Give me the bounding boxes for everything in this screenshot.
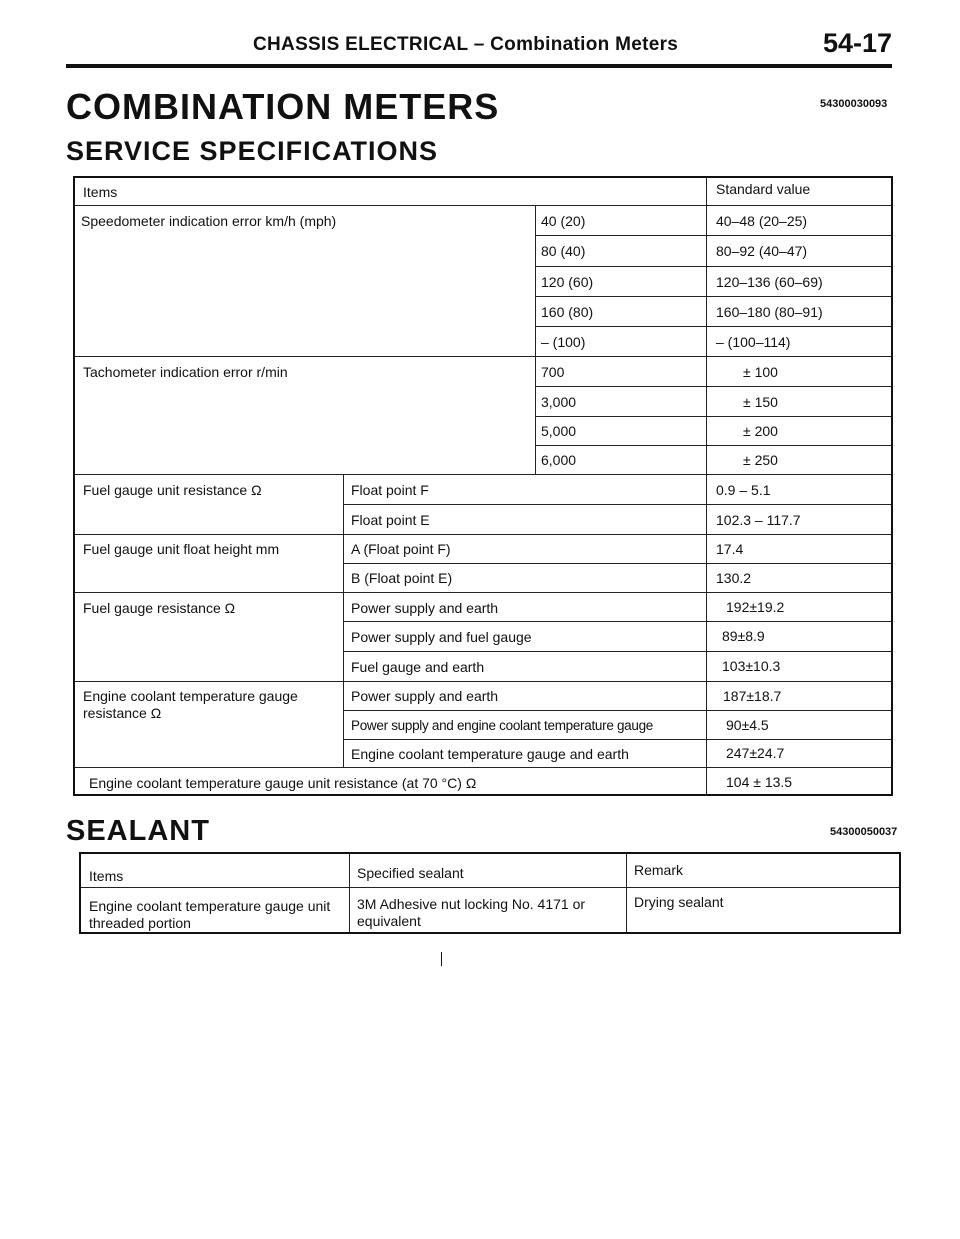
page-number: 54-17	[822, 28, 892, 58]
speedo-cond: 160 (80)	[541, 304, 594, 320]
sealant-code: 54300050037	[830, 826, 898, 838]
sealant-row-item: Engine coolant temperature gauge unit threaded portion	[89, 898, 331, 931]
speedo-cond: 40 (20)	[541, 213, 586, 229]
header-rule	[66, 64, 892, 68]
sealant-title: SEALANT	[66, 815, 210, 847]
margin-mark	[441, 952, 442, 966]
tacho-label: Tachometer indication error r/min	[83, 364, 288, 380]
tacho-cond: 700	[541, 364, 565, 380]
tacho-value: ± 100	[743, 364, 778, 380]
fuel-unit-cond: Float point F	[351, 482, 429, 498]
speedo-cond: 80 (40)	[541, 243, 586, 259]
speedo-value: 120–136 (60–69)	[716, 274, 823, 290]
service-specs-title: SERVICE SPECIFICATIONS	[66, 136, 439, 166]
tacho-value: ± 250	[743, 452, 778, 468]
speedo-cond: – (100)	[541, 334, 586, 350]
fuel-res-value: 192±19.2	[726, 599, 785, 615]
fuel-float-cond: B (Float point E)	[351, 570, 453, 586]
ect-res-cond: Engine coolant temperature gauge and earth	[351, 746, 629, 762]
fuel-res-value: 89±8.9	[722, 628, 765, 644]
tacho-cond: 6,000	[541, 452, 577, 468]
fuel-float-label: Fuel gauge unit float height mm	[83, 541, 280, 557]
ect-res-label: Engine coolant temperature gauge resistance Ω	[83, 688, 298, 721]
col-header-items: Items	[83, 184, 118, 200]
fuel-res-cond: Fuel gauge and earth	[351, 659, 485, 675]
sealant-col-specified: Specified sealant	[357, 865, 464, 881]
tacho-value: ± 200	[743, 423, 778, 439]
sealant-col-remark: Remark	[634, 862, 684, 878]
col-header-standard-value: Standard value	[716, 181, 811, 197]
fuel-unit-cond: Float point E	[351, 512, 430, 528]
tacho-value: ± 150	[743, 394, 778, 410]
running-header-title: CHASSIS ELECTRICAL – Combination Meters	[253, 34, 679, 55]
section-code: 54300030093	[820, 98, 888, 110]
fuel-unit-value: 102.3 – 117.7	[716, 512, 801, 528]
ect-res-value: 187±18.7	[723, 688, 782, 704]
sealant-col-items: Items	[89, 868, 124, 884]
fuel-unit-value: 0.9 – 5.1	[716, 482, 771, 498]
section-title: COMBINATION METERS	[66, 86, 500, 127]
service-specs-table	[73, 176, 893, 796]
ect-res-cond: Power supply and earth	[351, 688, 499, 704]
speedo-value: – (100–114)	[716, 334, 791, 350]
fuel-float-value: 17.4	[716, 541, 744, 557]
fuel-float-value: 130.2	[716, 570, 752, 586]
speedo-label: Speedometer indication error km/h (mph)	[81, 213, 337, 229]
tacho-cond: 5,000	[541, 423, 577, 439]
tacho-cond: 3,000	[541, 394, 577, 410]
fuel-res-value: 103±10.3	[722, 658, 781, 674]
ect-res-value: 247±24.7	[726, 745, 785, 761]
ect-unit-label: Engine coolant temperature gauge unit resistance (at 70 °C) Ω	[89, 775, 477, 791]
ect-res-cond: Power supply and engine coolant temperature gauge	[351, 718, 654, 733]
sealant-row-remark: Drying sealant	[634, 894, 724, 910]
ect-unit-value: 104 ± 13.5	[726, 774, 793, 790]
speedo-value: 80–92 (40–47)	[716, 243, 808, 259]
fuel-res-cond: Power supply and fuel gauge	[351, 629, 532, 645]
fuel-float-cond: A (Float point F)	[351, 541, 451, 557]
speedo-value: 40–48 (20–25)	[716, 213, 808, 229]
fuel-res-label: Fuel gauge resistance Ω	[83, 600, 236, 616]
speedo-value: 160–180 (80–91)	[716, 304, 823, 320]
sealant-row-sealant: 3M Adhesive nut locking No. 4171 or equivalent	[357, 896, 586, 929]
fuel-res-cond: Power supply and earth	[351, 600, 499, 616]
fuel-unit-label: Fuel gauge unit resistance Ω	[83, 482, 262, 498]
speedo-cond: 120 (60)	[541, 274, 594, 290]
sealant-table	[79, 852, 901, 934]
ect-res-value: 90±4.5	[726, 717, 769, 733]
